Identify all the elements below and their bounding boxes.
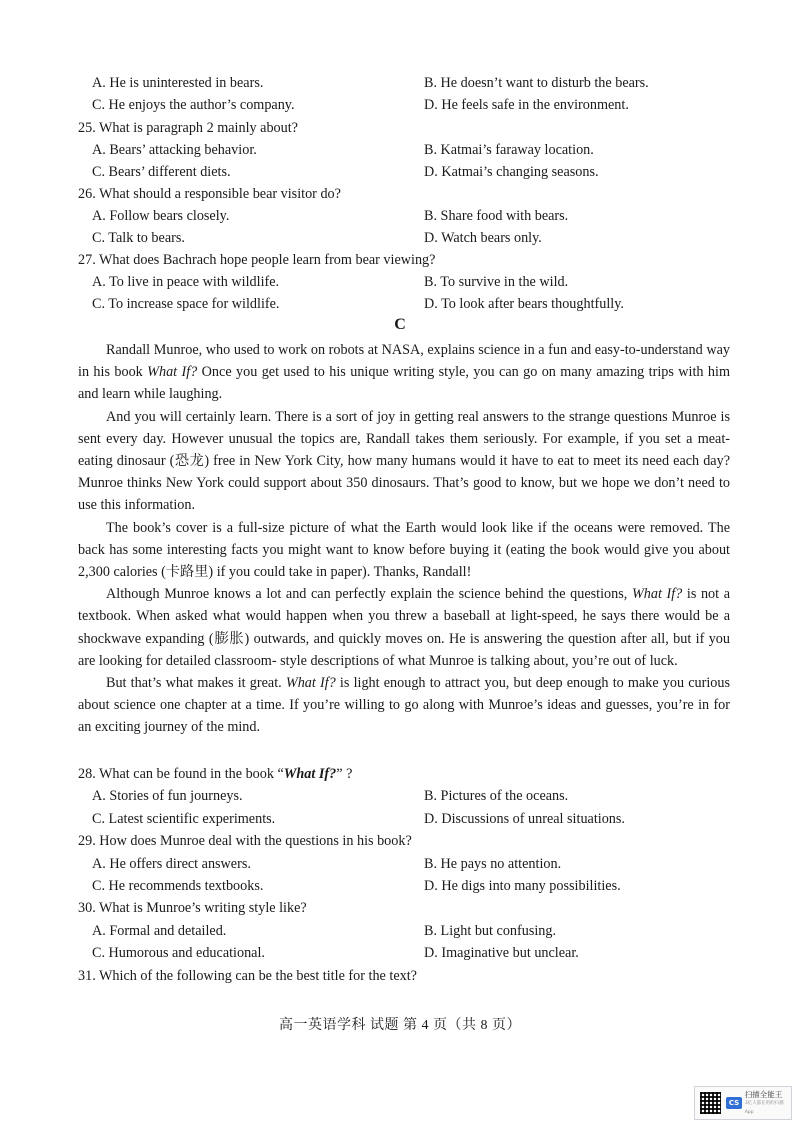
option-a: A. To live in peace with wildlife.	[92, 274, 280, 290]
option-b: B. He pays no attention.	[424, 855, 562, 872]
watermark-app-name: 扫描全能王	[744, 1089, 783, 1099]
option-a: A. Formal and detailed.	[92, 922, 227, 939]
option-row	[78, 227, 728, 249]
watermark-text	[745, 1090, 791, 1117]
text: Once you get used to his unique writing style, you can go on many amazing trips with him and learn while laughing.	[78, 364, 730, 403]
option-row	[78, 942, 728, 964]
option-c: C. He enjoys the author’s company.	[92, 96, 295, 113]
text: 28. What can be found in the book “	[78, 766, 284, 782]
paragraph-2: And you will certainly learn. There is a sort of joy in getting real answers to the strange questions Munroe is sent every day. However unusual the topics are, Randall takes them seriously. For example, if you set a meat-eating dinosaur (恐龙) free in New York City, how many humans would it have to eat to meet its need each day? Munroe thinks New York could support about 350 dinosaurs. That’s good to know, but we hope we don’t need to use this information.	[78, 408, 730, 514]
option-row	[78, 73, 728, 95]
option-row	[78, 205, 728, 227]
option-d: D. Imaginative but unclear.	[424, 945, 579, 962]
paragraph-1	[78, 339, 730, 406]
option-b: B. He doesn’t want to disturb the bears.	[424, 75, 649, 91]
section-heading: C	[394, 316, 406, 333]
question-29-stem: 29. How does Munroe deal with the questions in his book?	[78, 833, 412, 850]
option-c: C. Bears’ different diets.	[92, 164, 231, 180]
watermark-tagline: 3亿人都在用的扫描App	[744, 1100, 784, 1115]
option-d: D. He feels safe in the environment.	[424, 96, 629, 113]
text: Although Munroe knows a lot and can perfectly explain the science behind the questions,	[106, 586, 632, 603]
question-30-stem: 30. What is Munroe’s writing style like?	[78, 900, 307, 917]
book-title: What If?	[283, 766, 337, 782]
text: But that’s what makes it great.	[106, 675, 286, 692]
question-28-stem	[78, 763, 728, 785]
q24-options	[78, 73, 728, 116]
option-row	[78, 139, 728, 161]
question-31-stem: 31. Which of the following can be the best title for the text?	[78, 967, 417, 984]
option-row	[78, 161, 728, 183]
option-d: D. He digs into many possibilities.	[424, 878, 621, 895]
option-row	[78, 95, 728, 117]
option-d: D. To look after bears thoughtfully.	[424, 296, 624, 312]
option-a: A. He is uninterested in bears.	[92, 75, 264, 91]
option-b: B. To survive in the wild.	[424, 274, 569, 290]
book-title: What If?	[147, 364, 198, 381]
book-title: What If?	[285, 675, 336, 692]
option-row	[78, 808, 728, 830]
option-a: A. Stories of fun journeys.	[92, 788, 243, 805]
option-row	[78, 785, 728, 807]
question-25-stem: 25. What is paragraph 2 mainly about?	[78, 120, 298, 136]
paragraph-3: The book’s cover is a full-size picture of what the Earth would look like if the oceans were removed. The back has some interesting facts you might want to know before buying it (eating the book would give you about 2,300 calories (卡路里) if you could take in paper). Thanks, Randall!	[78, 519, 730, 581]
option-a: A. Follow bears closely.	[92, 208, 230, 224]
option-c: C. To increase space for wildlife.	[92, 296, 280, 312]
option-a: A. Bears’ attacking behavior.	[92, 142, 257, 158]
paragraph-5	[78, 672, 730, 739]
option-b: B. Pictures of the oceans.	[424, 788, 569, 805]
option-c: C. Talk to bears.	[92, 230, 185, 246]
text: is light enough to attract you, but deep enough to make you curious about science one chapter at a time. If you’re willing to go along with Munroe’s ideas and guesses, you’re in for an exciting journey of the mind.	[78, 675, 731, 736]
paragraph-4	[78, 583, 730, 672]
reading-passage	[78, 339, 730, 739]
option-row	[78, 920, 728, 942]
questions-28-31	[78, 763, 728, 987]
option-a: A. He offers direct answers.	[92, 855, 251, 872]
option-d: D. Discussions of unreal situations.	[424, 810, 625, 827]
option-d: D. Watch bears only.	[424, 230, 542, 246]
option-row	[78, 293, 728, 315]
text: is not a textbook. When asked what would happen when you threw a baseball at light-speed, he says there would be a shockwave expanding (膨胀) outwards, and quickly moves on. He is answering the question after all, but if you are looking for detailed classroom- style descriptions of what Munroe is talking about, you’re out of luck.	[78, 586, 730, 669]
question-26-stem: 26. What should a responsible bear visitor do?	[78, 186, 341, 202]
option-row	[78, 853, 728, 875]
cs-logo-icon: CS	[726, 1097, 742, 1109]
option-c: C. Humorous and educational.	[92, 945, 265, 962]
option-b: B. Share food with bears.	[424, 208, 569, 224]
page-footer: 高一英语学科 试题 第 4 页（共 8 页）	[279, 1018, 521, 1033]
question-27-stem: 27. What does Bachrach hope people learn from bear viewing?	[78, 252, 436, 268]
qr-code-icon	[700, 1092, 721, 1114]
questions-25-27	[78, 117, 728, 315]
text: ” ?	[336, 766, 353, 782]
text: Randall Munroe, who used to work on robots at NASA, explains science in a fun and easy-to-understand way in his book	[78, 342, 730, 381]
option-row	[78, 875, 728, 897]
option-d: D. Katmai’s changing seasons.	[424, 164, 599, 180]
option-b: B. Katmai’s faraway location.	[424, 142, 594, 158]
option-c: C. He recommends textbooks.	[92, 878, 264, 895]
scanner-watermark	[694, 1086, 792, 1120]
option-b: B. Light but confusing.	[424, 922, 557, 939]
book-title: What If?	[631, 586, 683, 603]
option-row	[78, 271, 728, 293]
option-c: C. Latest scientific experiments.	[92, 810, 276, 827]
